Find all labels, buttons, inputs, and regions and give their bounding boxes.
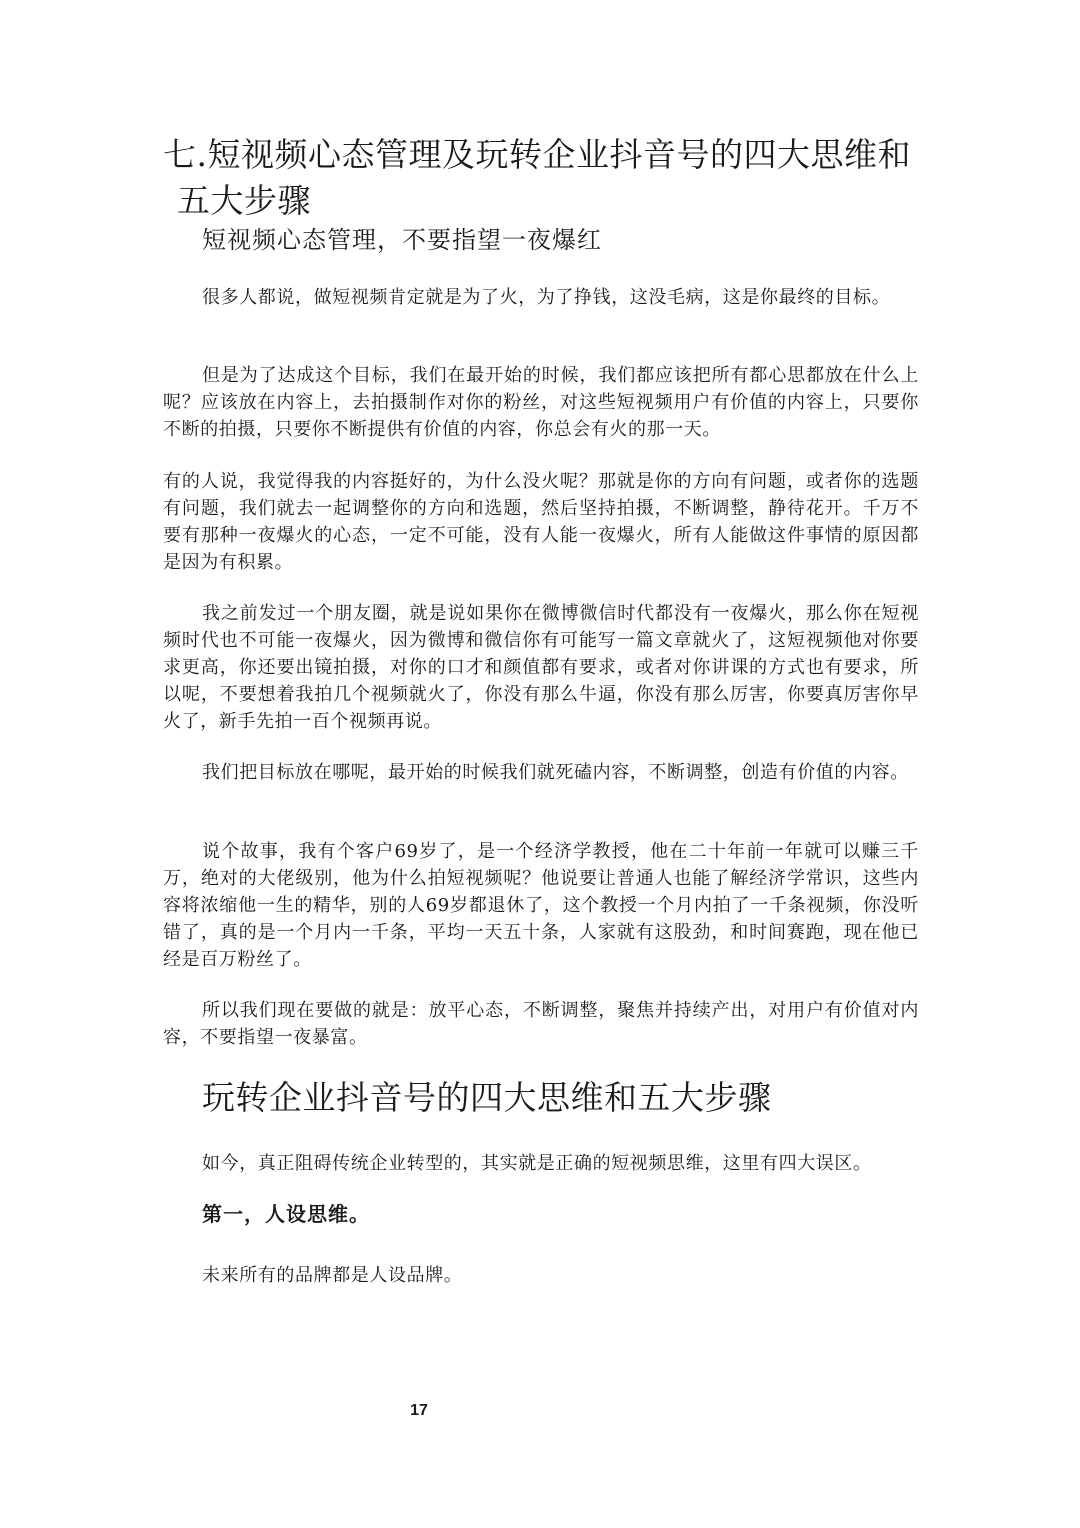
section-intro: 如今，真正阻碍传统企业转型的，其实就是正确的短视频思维，这里有四大误区。 <box>202 1153 872 1174</box>
paragraph-4: 我之前发过一个朋友圈，就是说如果你在微博微信时代都没有一夜爆火，那么你在短视频时代也不可能一夜爆火，因为微博和微信你有可能写一篇文章就火了，这短视频他对你要求更高，你还要出镜拍摄，对你的口才和颜值都有要求，或者对你讲课的方式也有要求，所以呢，不要想着我拍几个视频就火了，你没有那么牛逼，你没有那么厉害，你要真厉害你早火了，新手先拍一百个视频再说。 <box>163 603 919 732</box>
paragraph-2: 但是为了达成这个目标，我们在最开始的时候，我们都应该把所有都心思都放在什么上呢？应该放在内容上，去拍摄制作对你的粉丝，对这些短视频用户有价值的内容上，只要你不断的拍摄，只要你不断提供有价值的内容，你总会有火的那一天。 <box>163 365 919 440</box>
paragraph-1: 很多人都说，做短视频肯定就是为了火，为了挣钱，这没毛病，这是你最终的目标。 <box>202 287 891 308</box>
paragraph-6: 说个故事，我有个客户69岁了，是一个经济学教授，他在二十年前一年就可以赚三千万，绝对的大佬级别，他为什么拍短视频呢？他说要让普通人也能了解经济学常识，这些内容将浓缩他一生的精华，别的人69岁都退休了，这个教授一个月内拍了一千条视频，你没听错了，真的是一个月内一千条，平均一天五十条，人家就有这股劲，和时间赛跑，现在他已经是百万粉丝了。 <box>163 841 919 970</box>
chapter-title <box>163 132 923 224</box>
chapter-title-line1: 七.短视频心态管理及玩转企业抖音号的四大思维和 <box>163 135 911 174</box>
paragraph-3: 有的人说，我觉得我的内容挺好的，为什么没火呢？那就是你的方向有问题，或者你的选题有问题，我们就去一起调整你的方向和选题，然后坚持拍摄，不断调整，静待花开。千万不要有那种一夜爆火的心态，一定不可能，没有人能一夜爆火，所有人能做这件事情的原因都是因为有积累。 <box>163 471 919 573</box>
paragraph-7: 所以我们现在要做的就是：放平心态，不断调整，聚焦并持续产出，对用户有价值对内容，不要指望一夜暴富。 <box>163 1000 919 1048</box>
section-title: 玩转企业抖音号的四大思维和五大步骤 <box>202 1078 772 1117</box>
point-1-heading: 第一，人设思维。 <box>202 1202 370 1226</box>
chapter-title-line2: 五大步骤 <box>177 181 311 220</box>
point-1-text: 未来所有的品牌都是人设品牌。 <box>202 1265 463 1286</box>
subsection-title: 短视频心态管理，不要指望一夜爆红 <box>202 226 602 254</box>
page-number: 17 <box>410 1402 428 1419</box>
paragraph-5: 我们把目标放在哪呢，最开始的时候我们就死磕内容，不断调整，创造有价值的内容。 <box>202 762 909 783</box>
